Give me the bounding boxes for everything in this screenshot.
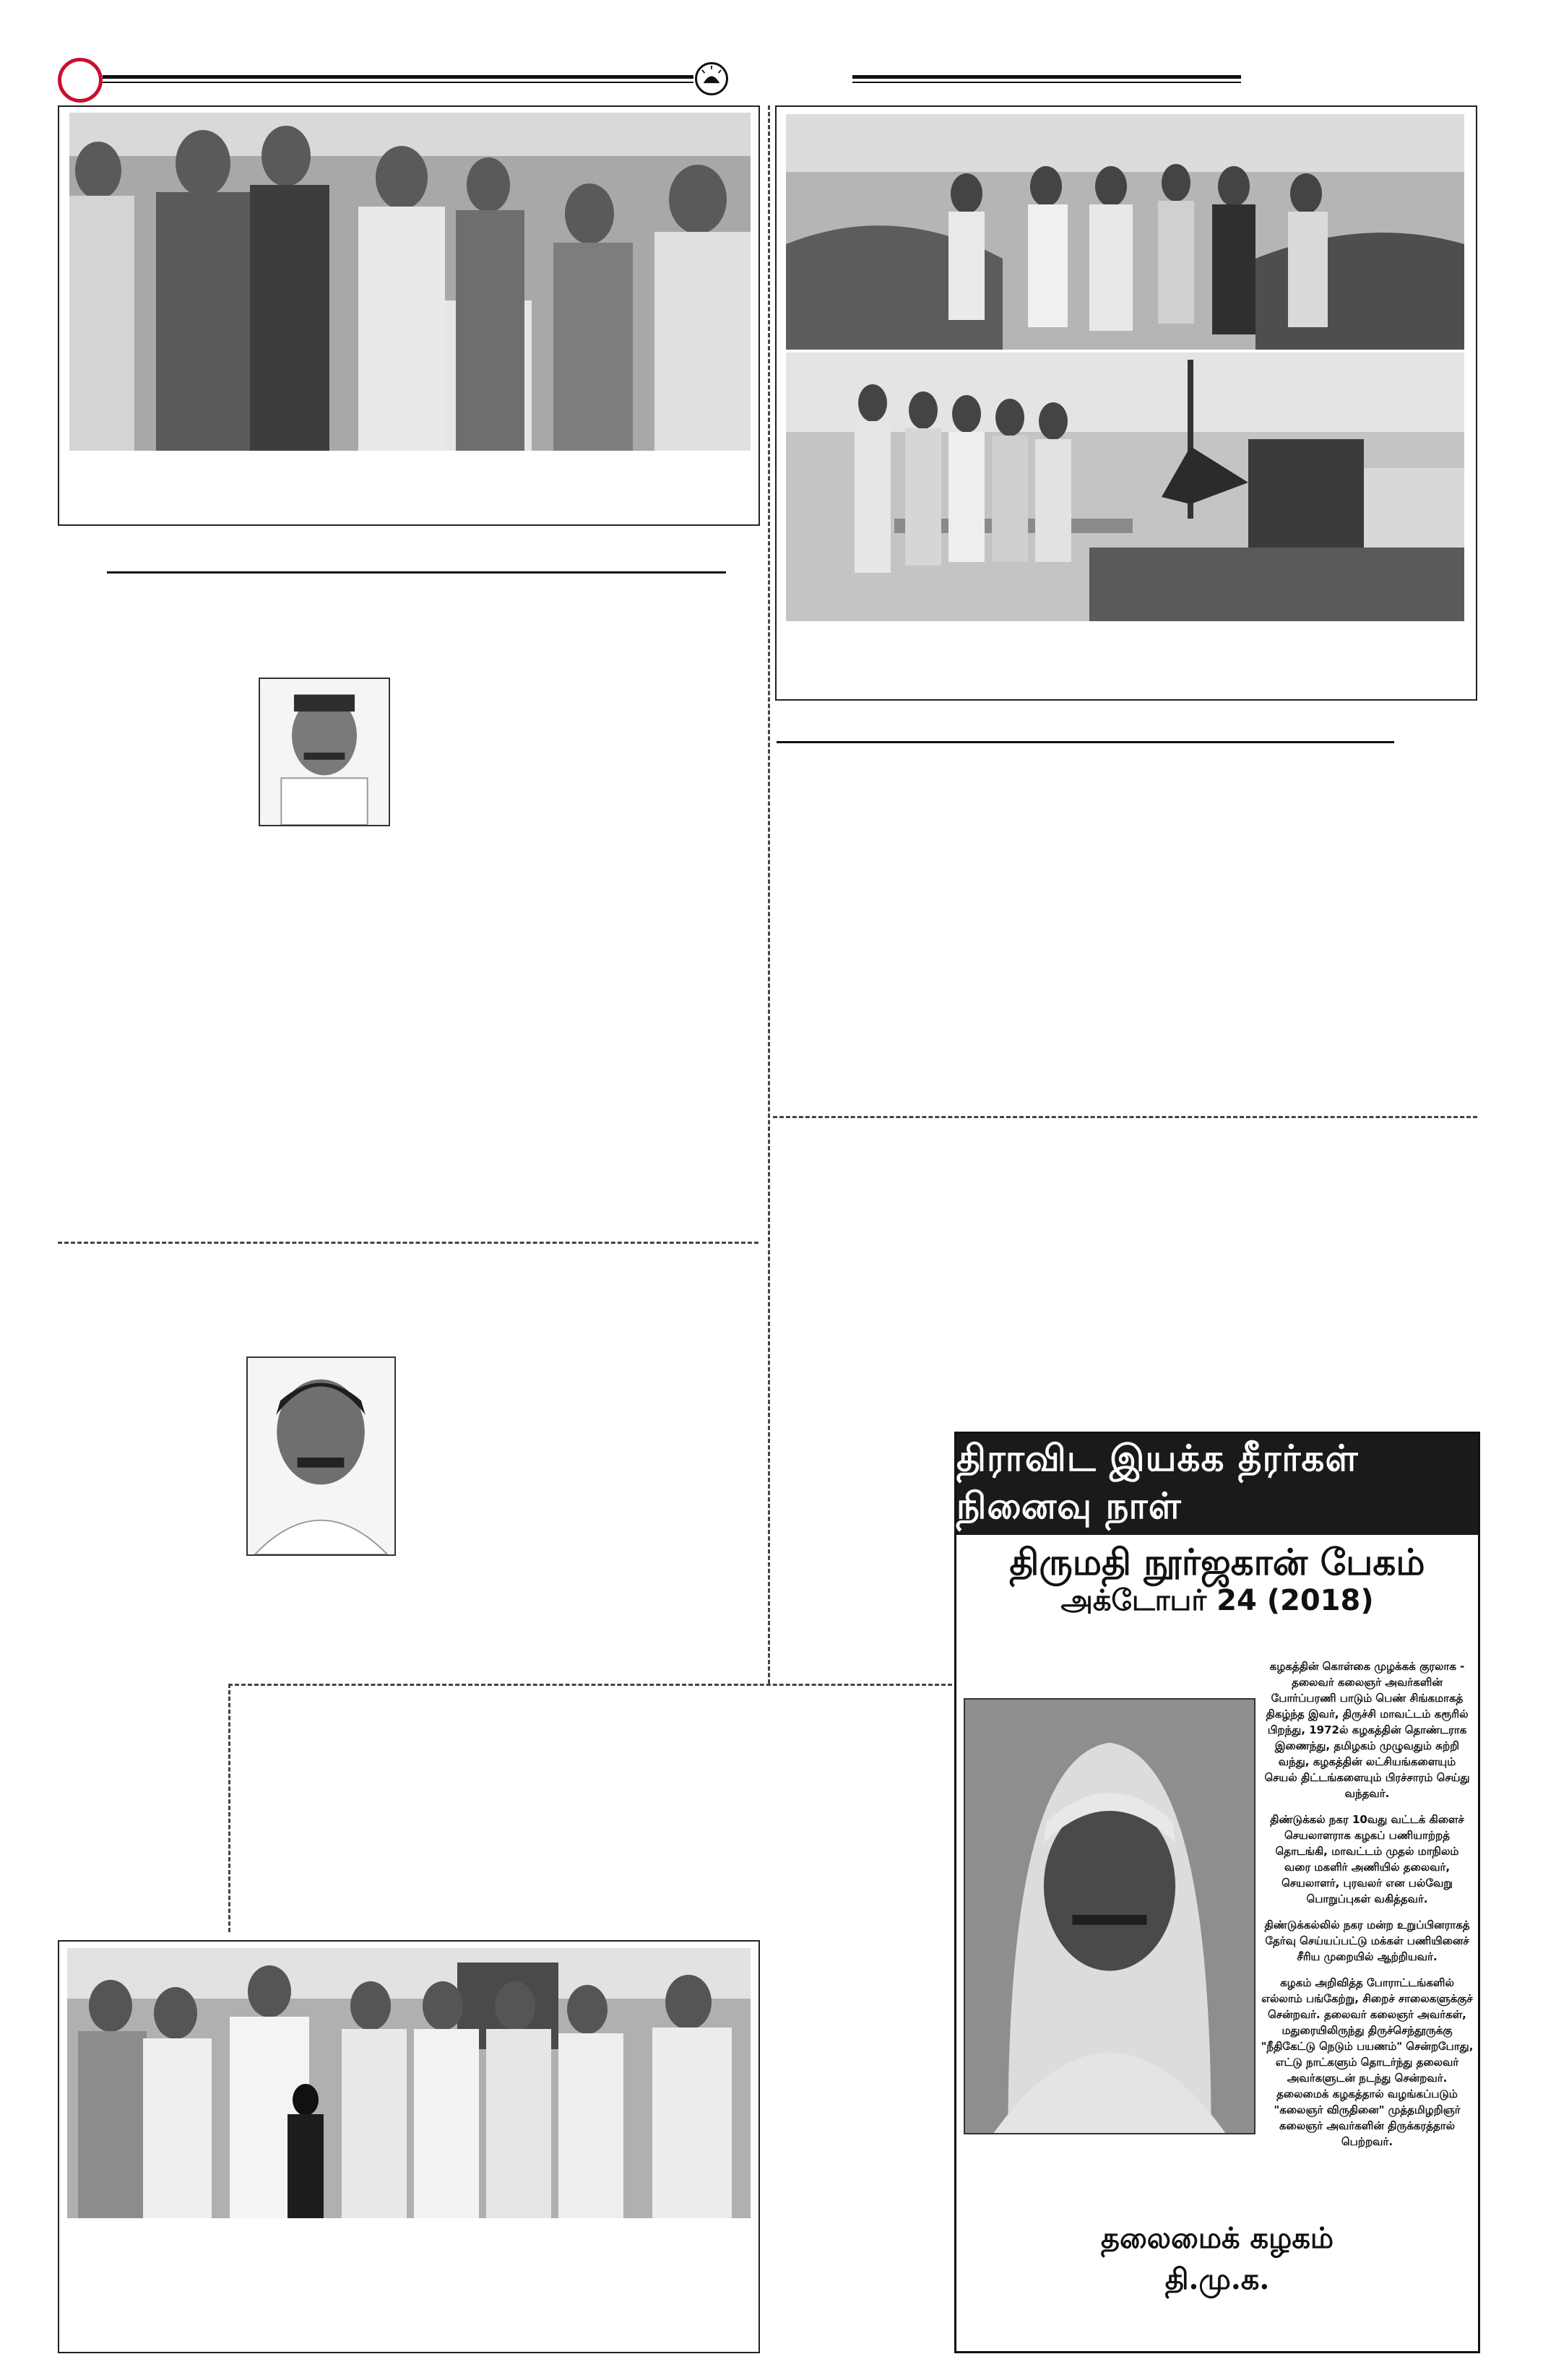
masthead-rule-left [103,75,693,79]
column-divider [768,105,770,1684]
notice-biography [1261,1658,1474,2160]
masthead-rule-right [852,75,1241,79]
notice-date: அக்டோபர் 24 (2018) [1060,1584,1374,1617]
dashed-separator-right [773,1116,1477,1118]
masthead-rule-right-thin [852,82,1241,83]
section-rule [107,571,726,574]
bio-paragraph: திண்டுக்கல் நகர 10வது வட்டக் கிளைச் செயலாளராக கழகப் பணியாற்றத் தொடங்கி, மாவட்டம் முதல் மாநிலம் வரை மகளிர் அணியில் தலைவர், செயலாளர், புரவலர் என பல்வேறு பொறுப்புகள் வகித்தவர். [1270,1813,1464,1905]
dashed-box-top [228,1684,952,1686]
notice-header: திராவிட இயக்க தீரர்கள் நினைவு நாள் [956,1434,1478,1535]
portrait-2 [246,1356,396,1556]
masthead-rule-left-thin [103,82,693,83]
bridge-excavator-photo [786,352,1464,621]
bio-paragraph: கழகம் அறிவித்த போராட்டங்களில் எல்லாம் பங்கேற்று, சிறைச் சாலைகளுக்குச் சென்றவர். தலைவர் கலைஞர் அவர்கள், மதுரையிலிருந்து திருச்செந்தூருக்கு "நீதிகேட்டு நெடும் பயணம்" சென்றபோது, எட்டு நாட்களும் தொடர்ந்து தலைவர் அவர்களுடன் நடந்து சென்றவர். தலைமைக் கழகத்தால் வழங்கப்படும் "கலைஞர் விருதினை" முத்தமிழறிஞர் கலைஞர் அவர்களின் திருக்கரத்தால் பெற்றவர். [1261,1976,1474,2148]
rising-sun-icon [695,62,728,95]
dashed-box-left [228,1684,230,1932]
crowd-petition-photo [69,113,751,451]
canal-inspection-photo [786,114,1464,350]
notice-signature-line2: தி.மு.க. [1164,2262,1270,2296]
bio-paragraph: திண்டுக்கல்லில் நகர மன்ற உறுப்பினராகத் தேர்வு செய்யப்பட்டு மக்கள் பணியினைச் சீரிய முறையில் ஆற்றியவர். [1264,1918,1470,1963]
red-ring-icon [58,58,103,103]
group-handover-photo [67,1948,751,2218]
portrait-1 [259,678,390,826]
notice-signature-line1: தலைமைக் கழகம் [1100,2221,1334,2255]
notice-person-name: திருமதி நூர்ஜகான் பேகம் [1009,1541,1425,1583]
dashed-separator [58,1242,758,1244]
tribute-portrait [964,1698,1255,2134]
bio-paragraph: கழகத்தின் கொள்கை முழக்கக் குரலாக - தலைவர் கலைஞர் அவர்களின் போர்ப்பரணி பாடும் பெண் சிங்கமாகத் திகழ்ந்த இவர், திருச்சி மாவட்டம் கரூரில் பிறந்து, 1972ல் கழகத்தின் தொண்டராக இணைந்து, தமிழகம் முழுவதும் சுற்றி வந்து, கழகத்தின் லட்சியங்களையும் செயல் திட்டங்களையும் பிரச்சாரம் செய்து வந்தவர். [1264,1660,1470,1800]
section-rule-right [777,741,1394,743]
